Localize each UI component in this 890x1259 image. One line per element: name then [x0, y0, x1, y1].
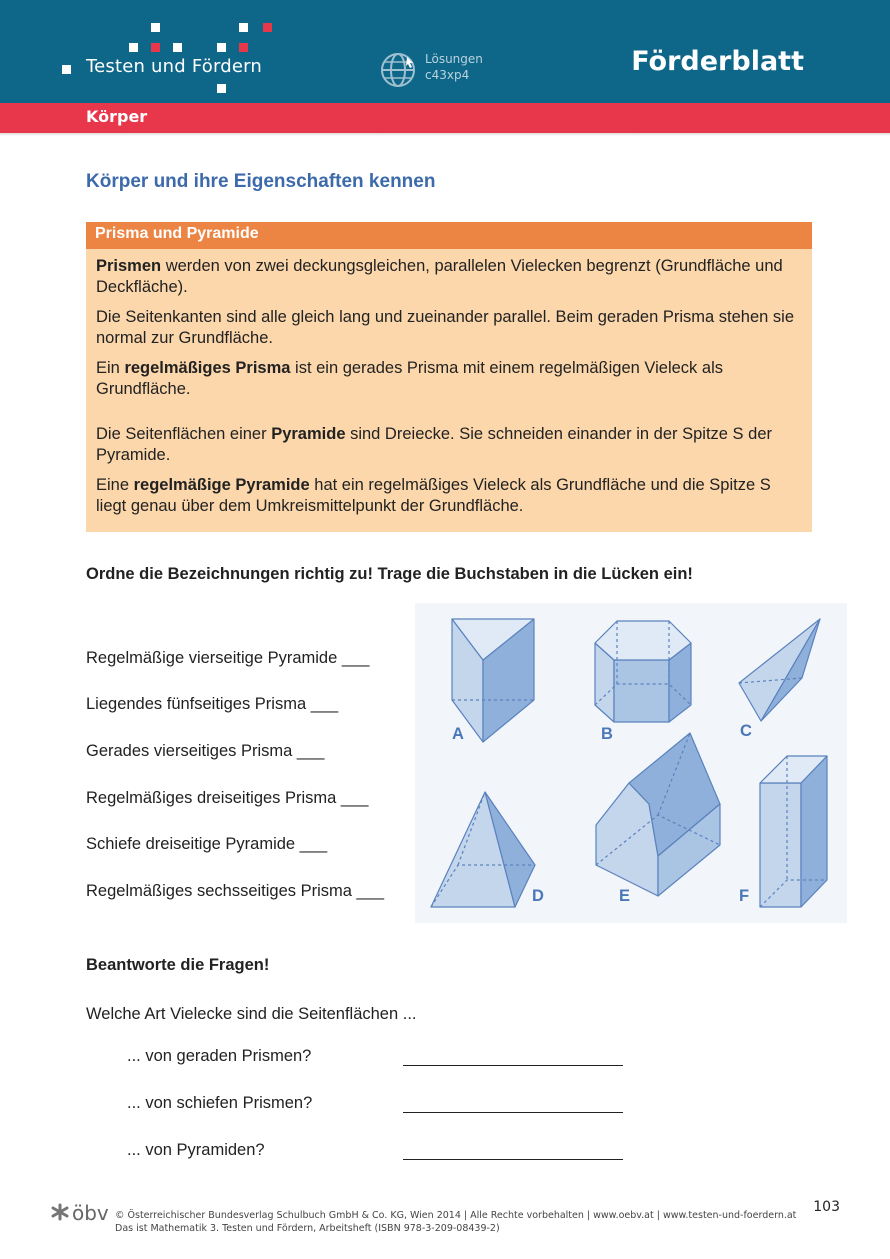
- info-text: ist ein gerades Prisma mit einem regelmäßigen Vieleck als Grundfläche.: [96, 359, 723, 398]
- logo-square: [217, 43, 226, 52]
- info-box-body: [86, 249, 812, 517]
- info-text: werden von zwei deckungsgleichen, parallelen Vielecken begrenzt (Grundfläche und Deckfläche).: [96, 257, 783, 296]
- figure-label: E: [619, 887, 631, 905]
- solids-figure: [415, 603, 847, 923]
- solid-e: [596, 733, 720, 896]
- bold-term: regelmäßiges Prisma: [124, 359, 291, 377]
- match-item[interactable]: Liegendes fünfseitiges Prisma ___: [86, 695, 339, 713]
- logo-square: [173, 43, 182, 52]
- logo-square: [263, 23, 272, 32]
- publisher-logo: öbv: [72, 1201, 109, 1225]
- figure-label: A: [452, 725, 464, 743]
- figure-label: D: [532, 887, 544, 905]
- logo-square: [129, 43, 138, 52]
- page-title: Förderblatt: [631, 46, 804, 77]
- info-box: [86, 222, 812, 532]
- info-text: Ein: [96, 359, 125, 377]
- question-intro: Welche Art Vielecke sind die Seitenflächen ...: [86, 1005, 417, 1023]
- question: ... von geraden Prismen?: [127, 1047, 312, 1065]
- info-paragraph: [96, 256, 802, 298]
- answer-line[interactable]: [403, 1112, 623, 1113]
- logo-square: [62, 65, 71, 74]
- match-item[interactable]: Regelmäßige vierseitige Pyramide ___: [86, 649, 370, 667]
- logo-text: Testen und Fördern: [86, 56, 263, 77]
- globe-icon[interactable]: [380, 52, 418, 90]
- copyright-line: © Österreichischer Bundesverlag Schulbuch GmbH & Co. KG, Wien 2014 | Alle Rechte vorbehalten | www.oebv.at | www.testen-und-foerdern.at: [115, 1210, 797, 1221]
- match-item[interactable]: Gerades vierseitiges Prisma ___: [86, 742, 325, 760]
- figure-label: F: [739, 887, 750, 905]
- solid-d: [431, 792, 535, 907]
- info-text: Die Seitenflächen einer: [96, 425, 272, 443]
- match-item[interactable]: Regelmäßiges sechsseitiges Prisma ___: [86, 882, 385, 900]
- info-paragraph: [96, 358, 802, 400]
- answer-line[interactable]: [403, 1065, 623, 1066]
- info-paragraph: Die Seitenkanten sind alle gleich lang und zueinander parallel. Beim geraden Prisma stehen sie normal zur Grundfläche.: [96, 308, 795, 347]
- section-title: Körper und ihre Eigenschaften kennen: [86, 171, 436, 192]
- question: ... von schiefen Prismen?: [127, 1094, 313, 1112]
- isbn-line: Das ist Mathematik 3. Testen und Fördern, Arbeitsheft (ISBN 978-3-209-08439-2): [115, 1223, 500, 1234]
- info-text: Eine: [96, 476, 134, 494]
- task-instruction: Ordne die Bezeichnungen richtig zu! Trage die Buchstaben in die Lücken ein!: [86, 565, 693, 583]
- publisher-star-icon: [50, 1203, 70, 1221]
- match-item[interactable]: Regelmäßiges dreiseitiges Prisma ___: [86, 789, 369, 807]
- answer-line[interactable]: [403, 1159, 623, 1160]
- solids-drawing: [415, 603, 847, 923]
- logo-square: [151, 43, 160, 52]
- info-text: hat ein regelmäßiges Vieleck als Grundfläche und die Spitze S liegt genau über dem Umkreismittelpunkt der Grundfläche.: [96, 476, 771, 515]
- logo-square: [151, 23, 160, 32]
- solid-f: [760, 756, 827, 907]
- figure-label: C: [740, 722, 752, 740]
- topic-label: Körper: [86, 107, 148, 126]
- task-instruction: Beantworte die Fragen!: [86, 956, 270, 974]
- solid-c: [739, 619, 820, 721]
- info-paragraph: [96, 424, 802, 466]
- loesungen-code[interactable]: c43xp4: [425, 68, 470, 82]
- info-text: sind Dreiecke. Sie schneiden einander in der Spitze S der Pyramide.: [96, 425, 772, 464]
- solid-a: [452, 619, 534, 742]
- info-paragraph: [96, 475, 802, 517]
- figure-label: B: [601, 725, 613, 743]
- match-item[interactable]: Schiefe dreiseitige Pyramide ___: [86, 835, 328, 853]
- logo-square: [239, 43, 248, 52]
- logo-square: [239, 23, 248, 32]
- bold-term: Prismen: [96, 257, 162, 275]
- page-header: [0, 0, 890, 103]
- question: ... von Pyramiden?: [127, 1141, 265, 1159]
- page-number: 103: [813, 1199, 840, 1215]
- info-box-heading: Prisma und Pyramide: [86, 222, 812, 249]
- bold-term: Pyramide: [271, 425, 346, 443]
- loesungen-label[interactable]: Lösungen: [425, 52, 483, 66]
- logo-square: [217, 84, 226, 93]
- bold-term: regelmäßige Pyramide: [133, 476, 310, 494]
- band-shadow: [0, 133, 890, 136]
- solid-b: [595, 621, 691, 722]
